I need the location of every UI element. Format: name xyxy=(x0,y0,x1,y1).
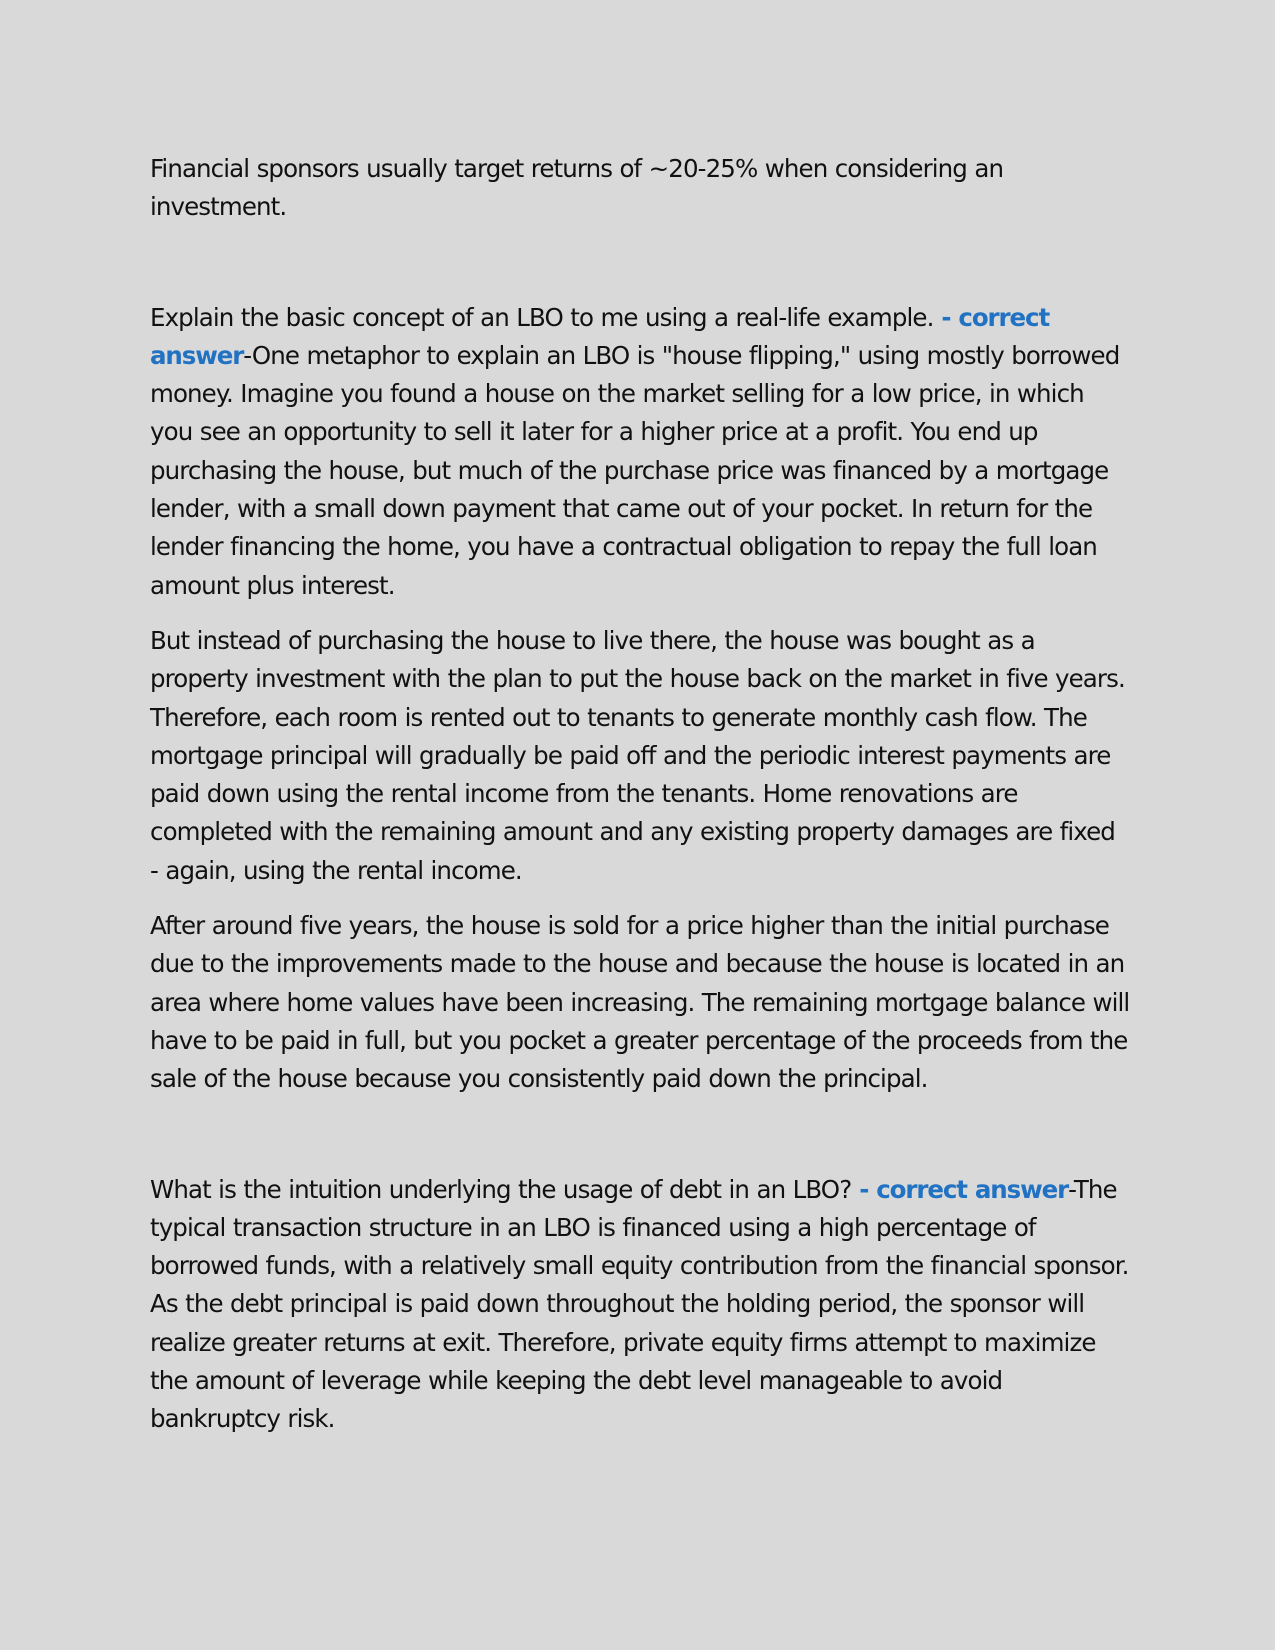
paragraph-house-sale: After around five years, the house is sold for a price higher than the initial purchase due to the improvements made to the house and because the house is located in an area where home values have been increasing. The remaining mortgage balance will have to be paid in full, but you pocket a greater percentage of the proceeds from the sale of the house because you consistently paid down the principal. xyxy=(150,911,1130,1094)
question-text: Explain the basic concept of an LBO to me using a real-life example. xyxy=(150,302,934,332)
section-spacer xyxy=(150,227,1130,299)
section-spacer xyxy=(150,1099,1130,1171)
correct-answer-label: - correct answer xyxy=(150,302,1050,370)
paragraph-house-investment: But instead of purchasing the house to live there, the house was bought as a property investment with the plan to put the house back on the market in five years. Therefore, each room is rented out to tenants to generate monthly cash flow. The mortgage principal will gradually be paid off and the periodic interest payments are paid down using the rental income from the tenants. Home renovations are completed with the remaining amount and any existing property damages are fixed - again, using the rental income. xyxy=(150,625,1125,885)
paragraph-returns: Financial sponsors usually target returns of ~20-25% when considering an investment. xyxy=(150,154,1004,222)
question-text: What is the intuition underlying the usage of debt in an LBO? xyxy=(150,1174,852,1204)
answer-text: -The typical transaction structure in an LBO is financed using a high percentage of borrowed funds, with a relatively small equity contribution from the financial sponsor. As the debt principal is paid down throughout the holding period, the sponsor will realize greater returns at exit. Therefore, private equity firms attempt to maximize the amount of leverage while keeping the debt level manageable to avoid bankruptcy risk. xyxy=(150,1174,1129,1434)
paragraph-spacer xyxy=(150,605,1130,622)
paragraph-debt-intuition xyxy=(150,1171,1130,1439)
paragraph-spacer xyxy=(150,890,1130,907)
answer-text: -One metaphor to explain an LBO is "house flipping," using mostly borrowed money. Imagine you found a house on the market selling for a low price, in which you see an opportunity to sell it later for a higher price at a profit. You end up purchasing the house, but much of the purchase price was financed by a mortgage lender, with a small down payment that came out of your pocket. In return for the lender financing the home, you have a contractual obligation to repay the full loan amount plus interest. xyxy=(150,340,1120,600)
paragraph-lbo-concept xyxy=(150,299,1130,605)
correct-answer-label: - correct answer xyxy=(851,1174,1069,1204)
document-page xyxy=(150,150,1130,1439)
